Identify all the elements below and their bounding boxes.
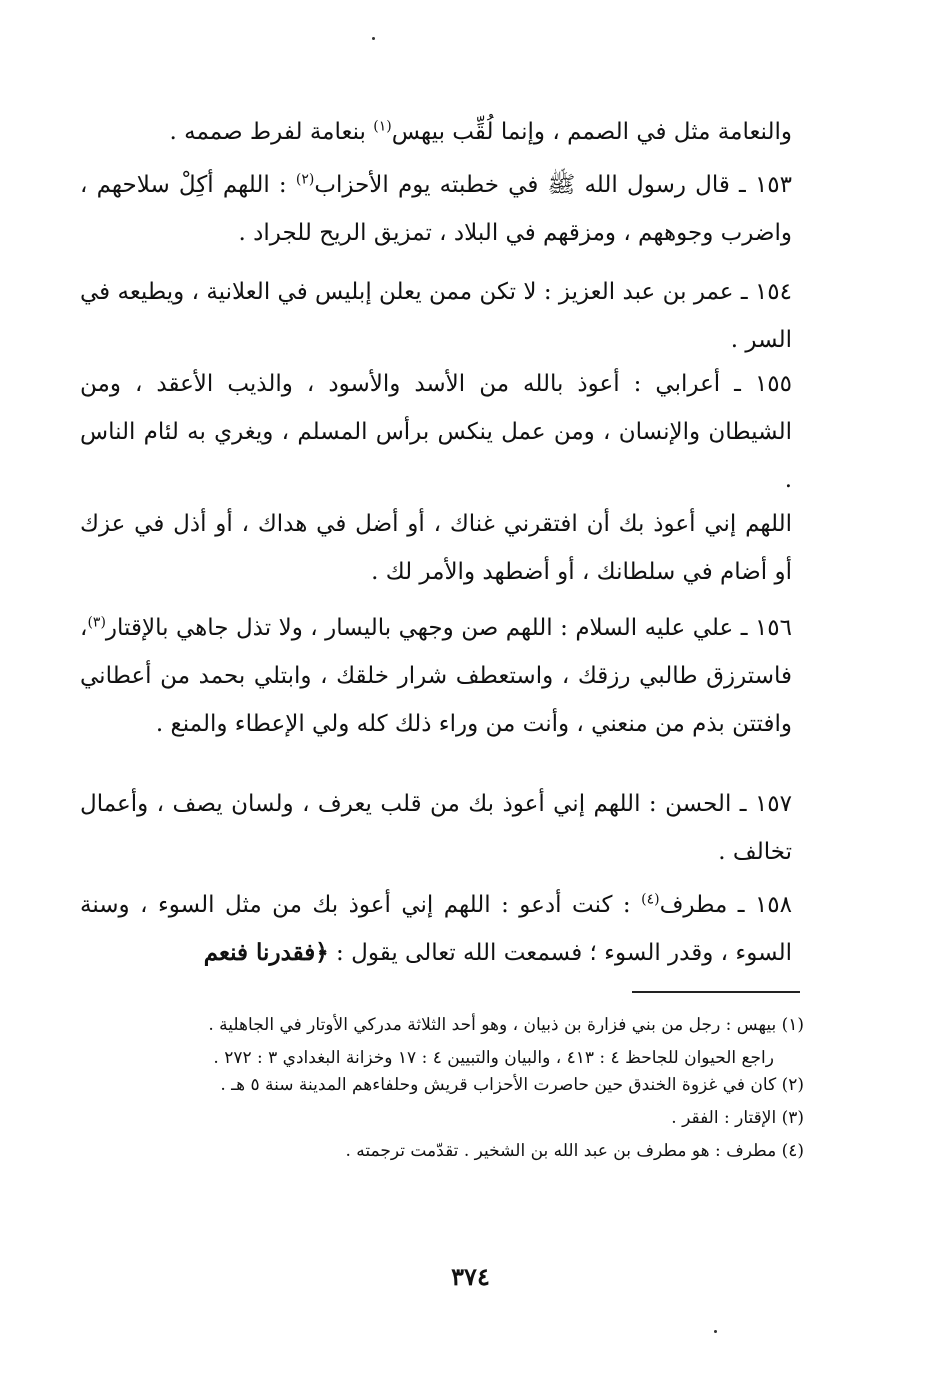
p157-text: ١٥٧ ـ الحسن : اللهم إني أعوذ بك من قلب يعرف ، ولسان يصف ، وأعمال تخالف . — [80, 791, 792, 865]
paragraph-155 — [80, 360, 792, 504]
p154-text: ١٥٤ ـ عمر بن عبد العزيز : لا تكن ممن يعلن إبليس في العلانية ، ويطيعه في السر . — [80, 279, 792, 353]
p158-text-b: : كنت أدعو : اللهم إني أعوذ بك من مثل السوء ، وسنة السوء ، وقدر السوء ؛ فسمعت الله تعالى يقول : — [80, 892, 792, 966]
footnote-2: (٢) كان في غزوة الخندق حين حاصرت الأحزاب قريش وحلفاءهم المدينة سنة ٥ هـ . — [220, 1075, 804, 1095]
p155-text: ١٥٥ ـ أعرابي : أعوذ بالله من الأسد والأسود ، والذيب الأعقد ، ومن الشيطان والإنسان ، ومن عمل ينكس برأس المسلم ، ويغري به لئام الناس . — [80, 371, 792, 493]
footnote-1-continuation: راجع الحيوان للجاحظ ٤ : ٤١٣ ، والبيان والتبيين ٤ : ١٧ وخزانة البغدادي ٣ : ٢٧٢ . — [213, 1048, 774, 1068]
intro-tail: بنعامة لفرط صممه . — [169, 119, 374, 145]
footnote-3: (٣) الإقتار : الفقر . — [671, 1108, 804, 1128]
p153-text-a: ١٥٣ ـ قال رسول الله ﷺ في خطبته يوم الأحزاب — [314, 172, 793, 198]
paragraph-158 — [80, 881, 792, 977]
footnote-ref-3: (٣) — [87, 614, 106, 631]
p156-text-b: ، فاسترزق طالبي رزقك ، واستعطف شرار خلقك ، وابتلي بحمد من أعطاني وافتتن بذم من منعني ، وأنت من وراء ذلك كله ولي الإعطاء والمنع . — [80, 615, 792, 737]
paragraph-intro — [80, 108, 792, 156]
paragraph-dua — [80, 500, 792, 596]
p156-text-a: ١٥٦ ـ علي عليه السلام : اللهم صن وجهي باليسار ، ولا تذل جاهي بالإقتار — [105, 615, 792, 641]
paragraph-157 — [80, 780, 792, 876]
intro-text: والنعامة مثل في الصمم ، وإنما لُقِّب بيهس — [391, 119, 792, 145]
footnote-4: (٤) مطرف : هو مطرف بن عبد الله بن الشخير . تقدّمت ترجمته . — [345, 1141, 804, 1161]
quran-quote: ﴿فقدرنا فنعم — [203, 939, 329, 966]
p158-text-a: ١٥٨ ـ مطرف — [659, 892, 792, 918]
footnotes-section — [120, 1012, 804, 1171]
p153-text-b: : اللهم أكِلْ سلاحهم ، واضرب وجوههم ، ومزقهم في البلاد ، تمزيق الريح للجراد . — [80, 172, 792, 246]
page-number: ٣٧٤ — [451, 1262, 490, 1291]
dua-text: اللهم إني أعوذ بك أن افتقرني غناك ، أو أضل في هداك ، أو أذل في عزك أو أضام في سلطانك ، أو أضطهد والأمر لك . — [80, 511, 792, 585]
paragraph-153 — [80, 161, 792, 257]
footnote-1: (١) بيهس : رجل من بني فزارة بن ذبيان ، وهو أحد الثلاثة مدركي الأوتار في الجاهلية . — [208, 1015, 804, 1035]
ink-speck — [372, 37, 375, 40]
footnote-ref-4: (٤) — [641, 891, 660, 908]
footnote-ref-1: (١) — [373, 118, 392, 135]
footnote-ref-2: (٢) — [295, 171, 315, 188]
footnote-divider — [632, 991, 800, 993]
paragraph-154 — [80, 268, 792, 364]
ink-speck — [714, 1330, 717, 1333]
paragraph-156 — [80, 604, 792, 748]
